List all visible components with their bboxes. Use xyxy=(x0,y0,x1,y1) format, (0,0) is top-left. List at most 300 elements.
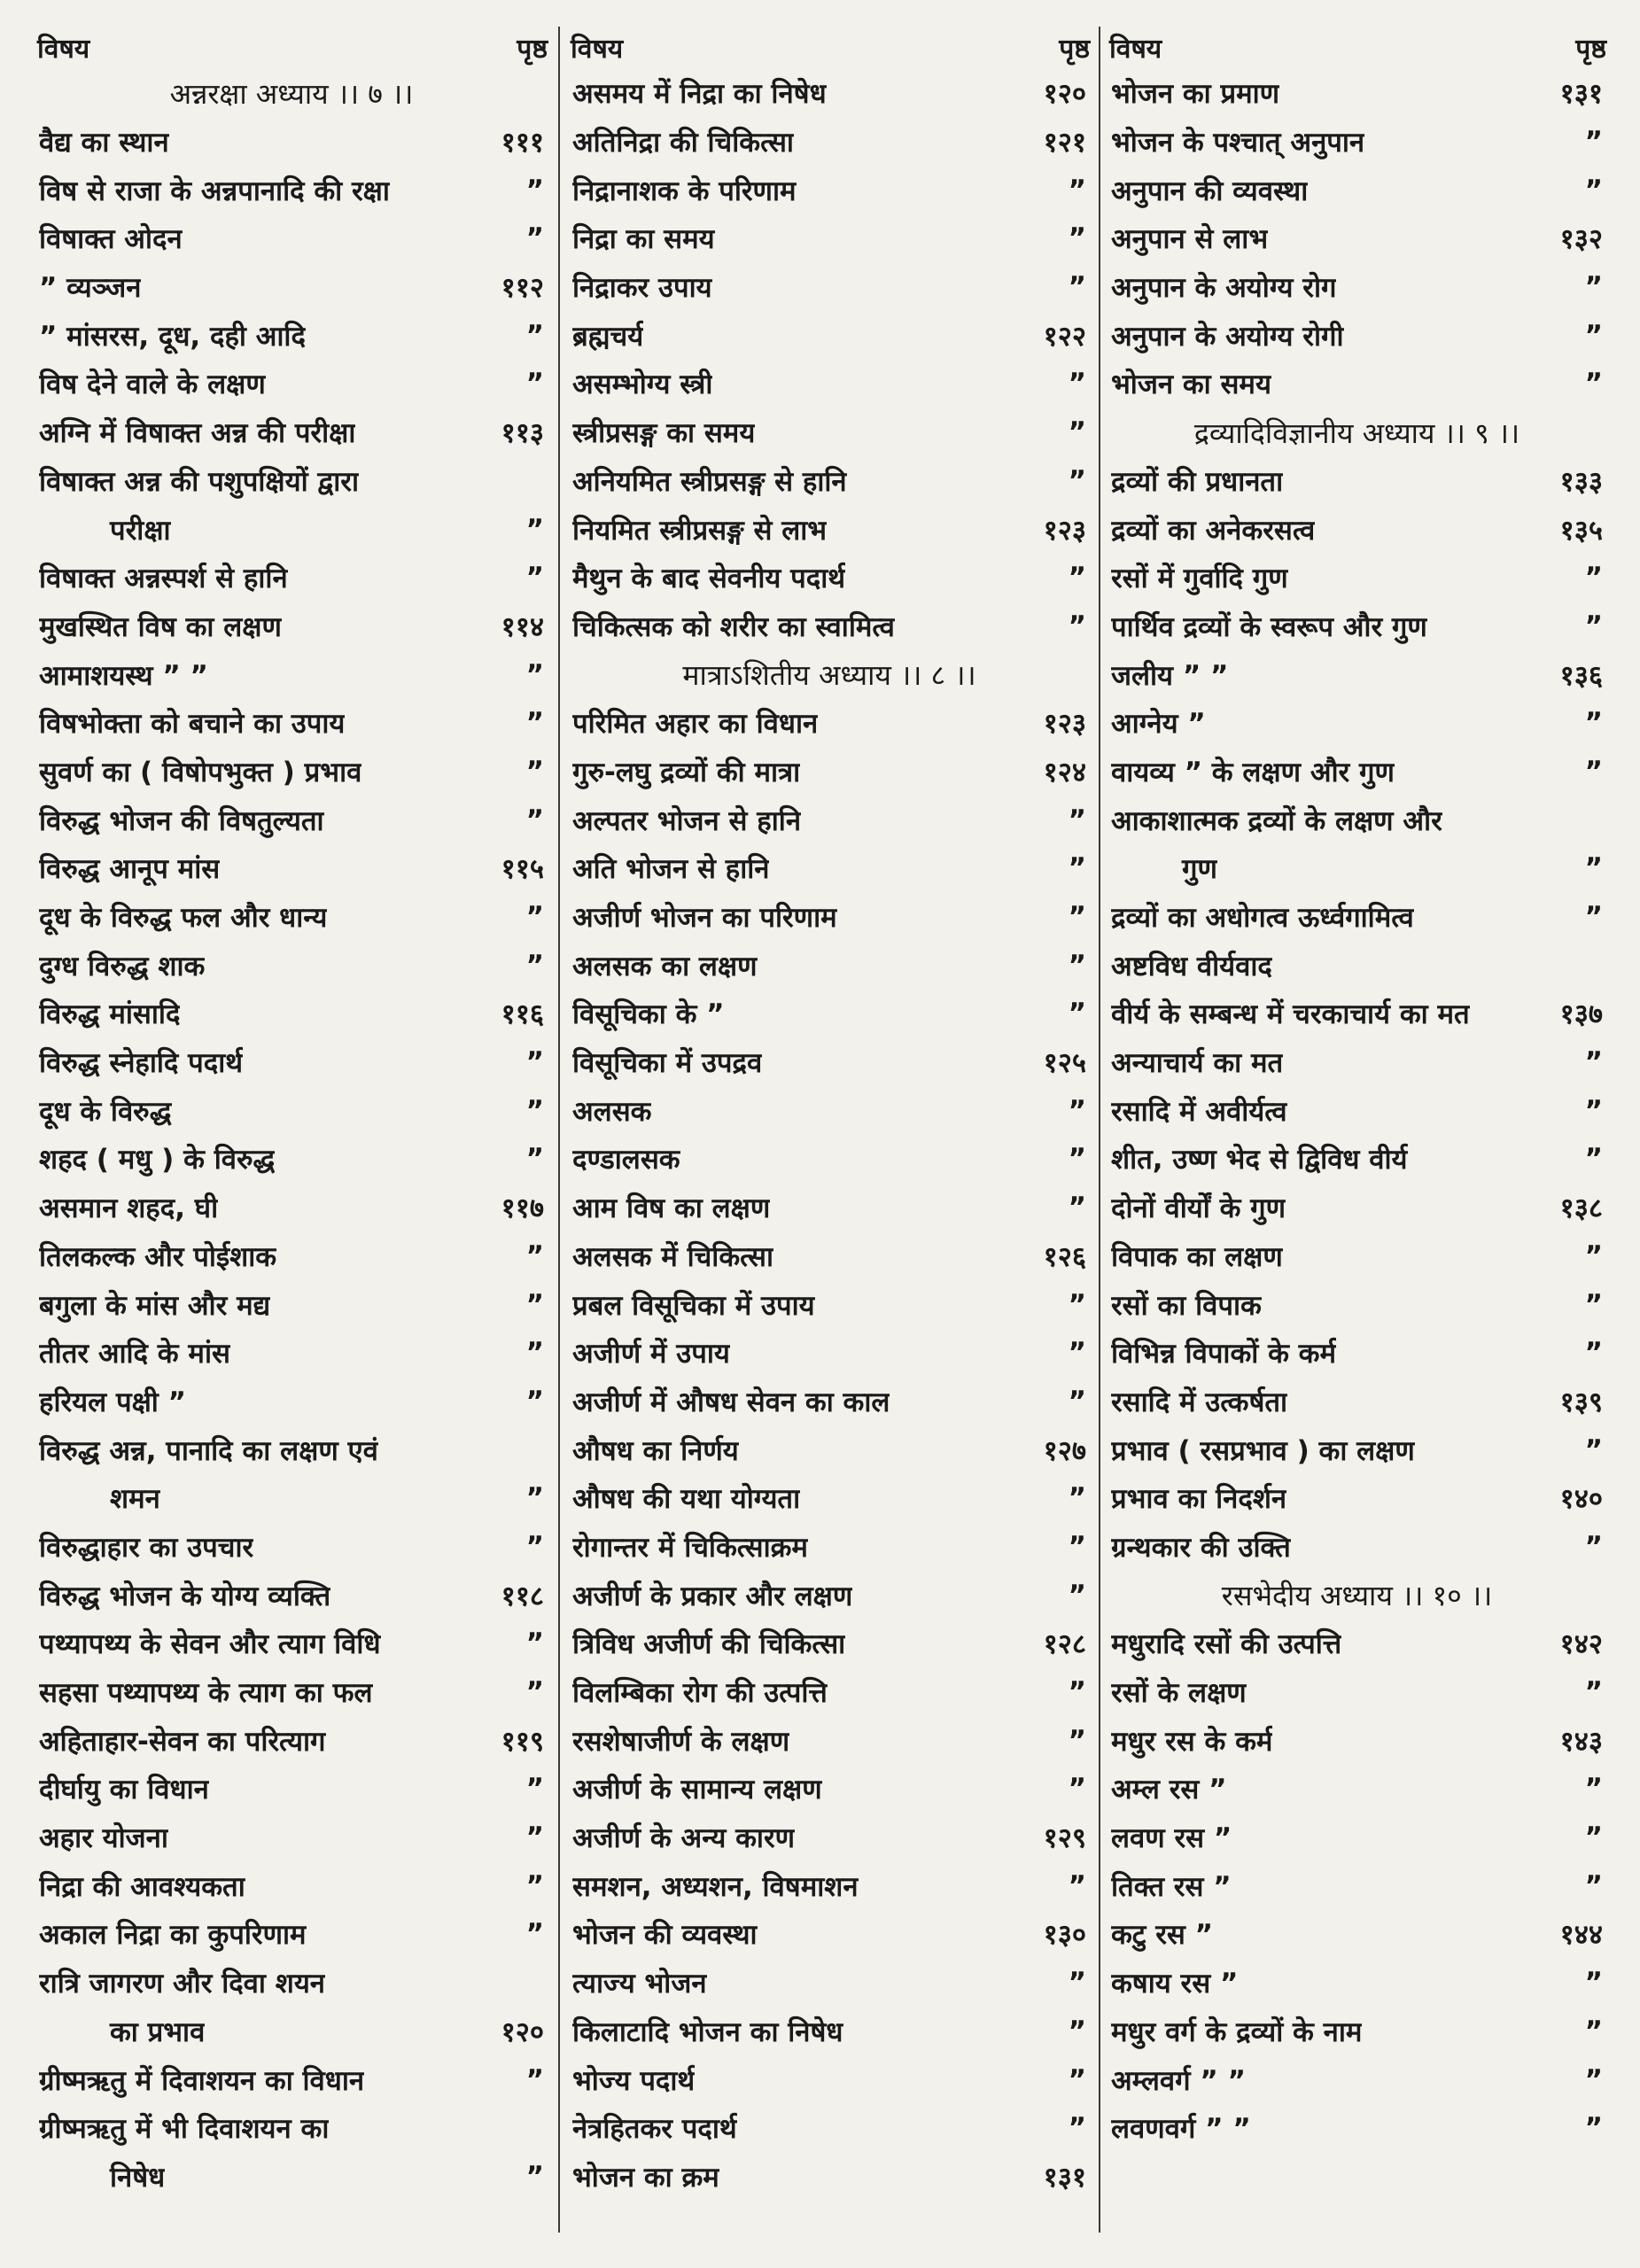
entry-page-number: ” xyxy=(1068,1530,1086,1563)
entry-title: अनुपान से लाभ xyxy=(1111,223,1269,256)
index-entry xyxy=(567,1910,1099,1959)
entry-page-number: ” xyxy=(525,513,544,546)
entry-page-number: ” xyxy=(525,949,544,982)
index-entry xyxy=(34,2153,556,2202)
entry-page-number: ” xyxy=(1068,174,1086,206)
entry-title: अलसक का लक्षण xyxy=(572,950,758,983)
entry-page-number: ” xyxy=(1584,1433,1603,1466)
entry-title: विरुद्ध अन्न, पानादि का लक्षण एवं xyxy=(39,1434,378,1467)
entry-page-number: ” xyxy=(1068,949,1086,982)
index-entry xyxy=(1106,1086,1615,1135)
index-entry xyxy=(34,2055,556,2104)
entry-title: अल्पतर भोजन से हानि xyxy=(572,804,802,837)
index-column-2 xyxy=(567,25,1099,2240)
entry-title: विरुद्ध स्नेहादि पदार्थ xyxy=(39,1047,244,1080)
index-entry xyxy=(567,2153,1099,2202)
entry-page-number: ” xyxy=(1584,755,1603,788)
entry-title: विष से राजा के अन्नपानादि की रक्षा xyxy=(39,175,390,207)
entry-page-number: ” xyxy=(1068,998,1086,1030)
entry-title: निद्राकर उपाय xyxy=(572,272,712,305)
entry-title: चिकित्सक को शरीर का स्वामित्व xyxy=(572,610,895,643)
entry-page-number: १२७ xyxy=(1043,1434,1086,1467)
entry-title: द्रव्यों का अधोगत्व ऊर्ध्वगामित्व xyxy=(1111,902,1414,935)
index-entry xyxy=(34,1668,556,1717)
column-divider xyxy=(1099,27,1100,2233)
entry-title: रसों का विपाक xyxy=(1111,1289,1262,1322)
index-entry xyxy=(1106,2104,1615,2153)
entry-title: अनियमित स्त्रीप्रसङ्ग से हानि xyxy=(572,465,847,498)
entry-title: रसों में गुर्वादि गुण xyxy=(1111,563,1288,595)
entry-page-number: ” xyxy=(525,804,544,836)
index-entry xyxy=(1106,748,1615,796)
entry-title: असमान शहद, घी xyxy=(39,1192,219,1225)
entry-title: असमय में निद्रा का निषेध xyxy=(572,78,827,111)
index-entry xyxy=(567,2055,1099,2104)
entry-title: स्त्रीप्रसङ्ग का समय xyxy=(572,417,756,450)
index-entry xyxy=(1106,166,1615,214)
entry-title: निद्रा का समय xyxy=(572,223,715,256)
entry-page-number: ११९ xyxy=(501,1725,544,1758)
entry-page-number: ” xyxy=(525,368,544,400)
entry-page-number: ” xyxy=(1068,562,1086,594)
index-entry xyxy=(567,1814,1099,1862)
entry-page-number: ” xyxy=(525,1046,544,1079)
entry-page-number: १४४ xyxy=(1559,1919,1603,1952)
index-entry xyxy=(34,408,556,457)
entry-title: दोनों वीर्यों के गुण xyxy=(1111,1192,1286,1225)
entry-page-number: ” xyxy=(525,1676,544,1709)
entry-title: प्रबल विसूचिका में उपाय xyxy=(572,1289,815,1322)
entry-title: मुखस्थित विष का लक्षण xyxy=(39,610,282,643)
index-entry xyxy=(1106,1619,1615,1668)
index-entry xyxy=(1106,69,1615,118)
entry-page-number: १२९ xyxy=(1043,1822,1086,1855)
index-entry xyxy=(567,844,1099,893)
entry-page-number: १४२ xyxy=(1559,1628,1603,1661)
entry-title: ” व्यञ्जन xyxy=(39,272,142,305)
entry-page-number: १२० xyxy=(1043,78,1086,111)
entry-page-number: १२३ xyxy=(1043,514,1086,547)
entry-title: परीक्षा xyxy=(110,514,171,547)
index-entry xyxy=(567,554,1099,602)
entry-page-number: ” xyxy=(1584,2015,1603,2047)
index-entry xyxy=(34,1280,556,1329)
entry-page-number: ” xyxy=(525,1773,544,1806)
index-entry xyxy=(567,1232,1099,1281)
entry-title: असम्भोग्य स्त्री xyxy=(572,369,713,401)
entry-title: अजीर्ण के प्रकार और लक्षण xyxy=(572,1580,853,1612)
entry-page-number: ” xyxy=(1068,222,1086,255)
index-entry xyxy=(567,1523,1099,1572)
entry-title: अजीर्ण में औषध सेवन का काल xyxy=(572,1386,890,1418)
index-entry xyxy=(1106,554,1615,602)
index-entry xyxy=(567,408,1099,457)
index-entry xyxy=(567,1378,1099,1426)
entry-title: दीर्घायु का विधान xyxy=(39,1774,209,1806)
index-entry xyxy=(1106,457,1615,506)
index-entry xyxy=(1106,796,1615,844)
index-entry xyxy=(1106,1765,1615,1814)
index-entry xyxy=(34,1232,556,1281)
entry-page-number: ” xyxy=(525,1627,544,1660)
entry-title: नेत्रहितकर पदार्थ xyxy=(572,2113,737,2146)
entry-title: विरुद्ध आनूप मांस xyxy=(39,853,221,886)
entry-page-number: १३२ xyxy=(1559,223,1603,256)
entry-title: कटु रस ” xyxy=(1111,1919,1214,1952)
index-entry xyxy=(567,1668,1099,1717)
entry-title: अनुपान की व्यवस्था xyxy=(1111,175,1309,207)
index-entry xyxy=(567,1619,1099,1668)
entry-page-number: ” xyxy=(1584,1143,1603,1176)
entry-page-number: ” xyxy=(1584,2112,1603,2145)
index-entry xyxy=(567,1765,1099,1814)
entry-page-number: ” xyxy=(1068,901,1086,934)
entry-page-number: ” xyxy=(525,755,544,788)
entry-title: अनुपान के अयोग्य रोगी xyxy=(1111,320,1344,353)
index-entry xyxy=(34,1425,556,1474)
entry-title: मैथुन के बाद सेवनीय पदार्थ xyxy=(572,563,846,595)
entry-title: द्रव्यों की प्रधानता xyxy=(1111,465,1284,498)
index-entry xyxy=(34,602,556,651)
index-rows xyxy=(1106,69,1615,2153)
topic-header: विषय xyxy=(1109,33,1162,65)
entry-page-number: ” xyxy=(525,1239,544,1272)
entry-page-number: १३१ xyxy=(1559,78,1603,111)
entry-title: बगुला के मांस और मद्य xyxy=(39,1289,271,1322)
entry-title: वायव्य ” के लक्षण और गुण xyxy=(1111,756,1395,788)
page-header: पृष्ठ xyxy=(1575,33,1606,65)
index-entry xyxy=(1106,1861,1615,1910)
entry-page-number: ” xyxy=(1068,852,1086,885)
index-entry xyxy=(34,844,556,893)
entry-page-number: १४३ xyxy=(1559,1725,1603,1758)
entry-page-number: ” xyxy=(1068,416,1086,449)
entry-page-number: ” xyxy=(1584,1239,1603,1272)
index-entry xyxy=(1106,893,1615,942)
index-entry xyxy=(34,1086,556,1135)
entry-title: भोजन का क्रम xyxy=(572,2161,719,2194)
index-entry xyxy=(34,1135,556,1184)
index-entry xyxy=(567,1571,1099,1619)
index-entry xyxy=(1106,990,1615,1038)
index-entry xyxy=(1106,1378,1615,1426)
entry-page-number: ” xyxy=(1584,1530,1603,1563)
column-divider xyxy=(558,27,560,2233)
entry-page-number: १२२ xyxy=(1043,320,1086,353)
entry-page-number: ” xyxy=(1068,610,1086,642)
index-entry xyxy=(567,1280,1099,1329)
entry-page-number: १३५ xyxy=(1559,514,1603,547)
index-entry xyxy=(34,796,556,844)
index-entry xyxy=(567,1184,1099,1232)
index-entry xyxy=(1106,311,1615,360)
entry-page-number: ” xyxy=(525,1094,544,1127)
entry-page-number: १२३ xyxy=(1043,708,1086,741)
entry-title: द्रव्यों का अनेकरसत्व xyxy=(1111,514,1316,547)
entry-page-number: १३८ xyxy=(1559,1192,1603,1225)
index-entry xyxy=(1106,2055,1615,2104)
entry-title: गुण xyxy=(1182,853,1217,886)
entry-title: विपाक का लक्षण xyxy=(1111,1240,1283,1273)
entry-title: प्रभाव का निदर्शन xyxy=(1111,1483,1287,1516)
entry-title: निद्रा की आवश्यकता xyxy=(39,1870,245,1903)
entry-page-number: १३६ xyxy=(1559,659,1603,692)
entry-title: पथ्यापथ्य के सेवन और त्याग विधि xyxy=(39,1628,381,1661)
entry-page-number: १३३ xyxy=(1559,465,1603,498)
index-entry xyxy=(1106,1038,1615,1087)
index-entry xyxy=(1106,1474,1615,1523)
index-entry xyxy=(567,457,1099,506)
entry-title: अष्टविध वीर्यवाद xyxy=(1111,950,1272,983)
index-entry xyxy=(567,1086,1099,1135)
entry-title: अकाल निद्रा का कुपरिणाम xyxy=(39,1919,307,1952)
entry-page-number: ” xyxy=(525,901,544,934)
entry-page-number: ” xyxy=(1584,368,1603,400)
index-entry xyxy=(34,1378,556,1426)
index-entry xyxy=(34,166,556,214)
topic-header: विषय xyxy=(571,33,624,65)
index-entry xyxy=(567,360,1099,408)
entry-title: अहिताहार-सेवन का परित्याग xyxy=(39,1725,326,1758)
entry-page-number: ” xyxy=(1068,1482,1086,1515)
entry-page-number: ” xyxy=(525,1482,544,1515)
entry-page-number: ” xyxy=(1068,1143,1086,1176)
entry-page-number: ” xyxy=(525,1821,544,1854)
entry-page-number: ” xyxy=(1068,2063,1086,2096)
entry-page-number: ” xyxy=(1584,1967,1603,2000)
entry-title: रसादि में अवीर्यत्व xyxy=(1111,1095,1287,1128)
entry-title: अलसक में चिकित्सा xyxy=(572,1240,773,1273)
entry-title: अनुपान के अयोग्य रोग xyxy=(1111,272,1337,305)
entry-page-number: ” xyxy=(1068,1337,1086,1370)
entry-page-number: ” xyxy=(525,1143,544,1176)
index-entry xyxy=(1106,2008,1615,2056)
entry-page-number: ” xyxy=(525,562,544,594)
entry-title: तिलकल्क और पोईशाक xyxy=(39,1240,277,1273)
entry-page-number: ” xyxy=(1068,464,1086,497)
index-rows xyxy=(567,69,1099,2201)
entry-title: भोजन के पश्चात् अनुपान xyxy=(1111,127,1365,159)
entry-page-number: ” xyxy=(1068,368,1086,400)
index-entry xyxy=(34,214,556,263)
entry-page-number: ११४ xyxy=(501,610,544,643)
index-entry xyxy=(1106,1184,1615,1232)
index-entry xyxy=(567,505,1099,554)
entry-title: अन्याचार्य का मत xyxy=(1111,1047,1284,1080)
entry-title: नियमित स्त्रीप्रसङ्ग से लाभ xyxy=(572,514,828,547)
index-entry xyxy=(567,166,1099,214)
index-entry xyxy=(567,1329,1099,1378)
index-entry xyxy=(567,263,1099,312)
entry-title: विलम्बिका रोग की उत्पत्ति xyxy=(572,1677,828,1710)
entry-title: आकाशात्मक द्रव्यों के लक्षण और xyxy=(1111,804,1442,837)
entry-title: विषाक्त अन्न की पशुपक्षियों द्वारा xyxy=(39,465,359,498)
column-header xyxy=(34,25,556,69)
index-entry xyxy=(1106,505,1615,554)
index-entry xyxy=(34,554,556,602)
entry-title: विरुद्ध भोजन के योग्य व्यक्ति xyxy=(39,1580,331,1612)
entry-page-number: ” xyxy=(1584,1337,1603,1370)
entry-page-number: ” xyxy=(525,1288,544,1321)
topic-header: विषय xyxy=(37,33,90,65)
index-entry xyxy=(1106,1668,1615,1717)
entry-page-number: ” xyxy=(525,1337,544,1370)
entry-title: विसूचिका के ” xyxy=(572,998,725,1031)
entry-page-number: ” xyxy=(1068,1385,1086,1418)
index-entry xyxy=(34,1038,556,1087)
index-entry xyxy=(34,941,556,990)
entry-title: ग्रीष्मऋतु में भी दिवाशयन का xyxy=(39,2113,330,2146)
entry-title: वीर्य के सम्बन्ध में चरकाचार्य का मत xyxy=(1111,998,1470,1031)
entry-page-number: १२६ xyxy=(1043,1240,1086,1273)
entry-page-number: ” xyxy=(1584,1094,1603,1127)
index-entry xyxy=(1106,1523,1615,1572)
entry-title: औषध की यथा योग्यता xyxy=(572,1483,801,1516)
index-entry xyxy=(567,2008,1099,2056)
entry-page-number: ” xyxy=(1068,1676,1086,1709)
index-entry xyxy=(1106,118,1615,167)
entry-title: विसूचिका में उपद्रव xyxy=(572,1047,763,1080)
entry-page-number: ” xyxy=(1584,1046,1603,1079)
index-rows xyxy=(34,69,556,2201)
index-entry xyxy=(34,1910,556,1959)
entry-title: अजीर्ण के अन्य कारण xyxy=(572,1822,796,1855)
entry-title: रोगान्तर में चिकित्साक्रम xyxy=(572,1531,808,1564)
entry-title: विभिन्न विपाकों के कर्म xyxy=(1111,1338,1337,1371)
index-entry xyxy=(1106,1425,1615,1474)
entry-title: दुग्ध विरुद्ध शाक xyxy=(39,950,206,983)
entry-title: अजीर्ण में उपाय xyxy=(572,1338,730,1371)
entry-page-number: ” xyxy=(1584,1821,1603,1854)
entry-title: त्याज्य भोजन xyxy=(572,1968,707,2000)
entry-title: तिक्त रस ” xyxy=(1111,1870,1232,1903)
entry-page-number: ” xyxy=(1068,1724,1086,1757)
entry-title: भोजन का समय xyxy=(1111,369,1271,401)
index-entry xyxy=(34,2008,556,2056)
index-entry xyxy=(567,1861,1099,1910)
index-entry xyxy=(34,360,556,408)
page-header: पृष्ठ xyxy=(1059,33,1090,65)
entry-title: भोजन की व्यवस्था xyxy=(572,1919,758,1952)
entry-title: लवणवर्ग ” ” xyxy=(1111,2113,1251,2146)
entry-page-number: १३९ xyxy=(1559,1386,1603,1418)
entry-title: मधुर रस के कर्म xyxy=(1111,1725,1273,1758)
entry-title: त्रिविध अजीर्ण की चिकित्सा xyxy=(572,1628,846,1661)
index-entry xyxy=(34,1765,556,1814)
entry-page-number: ” xyxy=(1068,804,1086,836)
entry-title: सहसा पथ्यापथ्य के त्याग का फल xyxy=(39,1677,373,1710)
entry-title: विषभोक्ता को बचाने का उपाय xyxy=(39,708,346,741)
entry-title: भोजन का प्रमाण xyxy=(1111,78,1280,111)
index-entry xyxy=(567,602,1099,651)
entry-title: का प्रभाव xyxy=(110,2016,206,2048)
entry-title: अजीर्ण के सामान्य लक्षण xyxy=(572,1774,822,1806)
index-entry xyxy=(34,990,556,1038)
index-entry xyxy=(1106,650,1615,699)
entry-page-number: ” xyxy=(1584,174,1603,206)
entry-title: विरुद्धाहार का उपचार xyxy=(39,1531,254,1564)
entry-page-number: ” xyxy=(1584,707,1603,740)
entry-page-number: ” xyxy=(525,1918,544,1951)
entry-title: शहद ( मधु ) के विरुद्ध xyxy=(39,1144,276,1177)
entry-page-number: ” xyxy=(525,2160,544,2193)
index-entry xyxy=(567,990,1099,1038)
index-entry xyxy=(567,69,1099,118)
entry-title: रसादि में उत्कर्षता xyxy=(1111,1386,1288,1418)
index-entry xyxy=(567,1038,1099,1087)
entry-page-number: ” xyxy=(1584,1288,1603,1321)
index-entry xyxy=(1106,602,1615,651)
index-entry xyxy=(1106,214,1615,263)
index-entry xyxy=(567,118,1099,167)
index-entry xyxy=(1106,844,1615,893)
index-entry xyxy=(567,699,1099,748)
entry-page-number: ११३ xyxy=(501,417,544,450)
entry-title: दण्डालसक xyxy=(572,1144,680,1177)
index-entry xyxy=(34,2104,556,2153)
entry-page-number: ” xyxy=(525,174,544,206)
entry-title: गुरु-लघु द्रव्यों की मात्रा xyxy=(572,756,801,788)
entry-page-number: ” xyxy=(1584,1773,1603,1806)
entry-page-number: ” xyxy=(1584,1676,1603,1709)
index-entry xyxy=(1106,699,1615,748)
entry-title: शीत, उष्ण भेद से द्विविध वीर्य xyxy=(1111,1144,1408,1177)
entry-title: जलीय ” ” xyxy=(1111,659,1229,692)
entry-page-number: ” xyxy=(1584,562,1603,594)
index-column-3 xyxy=(1106,25,1615,2240)
entry-title: वैद्य का स्थान xyxy=(39,127,169,159)
entry-page-number: ” xyxy=(1584,271,1603,304)
entry-title: हरियल पक्षी ” xyxy=(39,1386,186,1418)
entry-page-number: १२० xyxy=(501,2016,544,2048)
entry-page-number: १४० xyxy=(1559,1483,1603,1516)
entry-title: विरुद्ध मांसादि xyxy=(39,998,181,1031)
index-entry xyxy=(1106,360,1615,408)
index-entry xyxy=(567,1959,1099,2008)
entry-title: अजीर्ण भोजन का परिणाम xyxy=(572,902,837,935)
index-entry xyxy=(34,1716,556,1765)
index-entry xyxy=(567,311,1099,360)
entry-title: किलाटादि भोजन का निषेध xyxy=(572,2016,843,2048)
entry-page-number: ” xyxy=(1068,2112,1086,2145)
index-entry xyxy=(34,1184,556,1232)
index-entry xyxy=(34,118,556,167)
entry-page-number: ” xyxy=(1584,1869,1603,1902)
entry-title: अम्लवर्ग ” ” xyxy=(1111,2064,1246,2097)
entry-page-number: ” xyxy=(525,658,544,691)
entry-page-number: ” xyxy=(525,2063,544,2096)
entry-title: कषाय रस ” xyxy=(1111,1968,1239,2000)
chapter-heading: रसभेदीय अध्याय ।। १० ।। xyxy=(1221,1579,1493,1613)
index-entry xyxy=(34,1474,556,1523)
column-header xyxy=(1106,25,1615,69)
entry-page-number: ” xyxy=(1068,1579,1086,1612)
entry-title: परिमित अहार का विधान xyxy=(572,708,819,741)
entry-title: अलसक xyxy=(572,1095,652,1128)
entry-title: अम्ल रस ” xyxy=(1111,1774,1227,1806)
index-entry xyxy=(34,1619,556,1668)
entry-page-number: ” xyxy=(1068,1094,1086,1127)
index-entry xyxy=(34,1523,556,1572)
entry-page-number: ” xyxy=(525,1530,544,1563)
entry-title: मधुर वर्ग के द्रव्यों के नाम xyxy=(1111,2016,1363,2048)
entry-title: रसों के लक्षण xyxy=(1111,1677,1247,1710)
entry-page-number: ” xyxy=(1584,901,1603,934)
entry-page-number: ” xyxy=(1584,2063,1603,2096)
entry-title: प्रभाव ( रसप्रभाव ) का लक्षण xyxy=(1111,1434,1415,1467)
entry-title: दूध के विरुद्ध फल और धान्य xyxy=(39,902,328,935)
entry-page-number: ” xyxy=(1068,2015,1086,2047)
